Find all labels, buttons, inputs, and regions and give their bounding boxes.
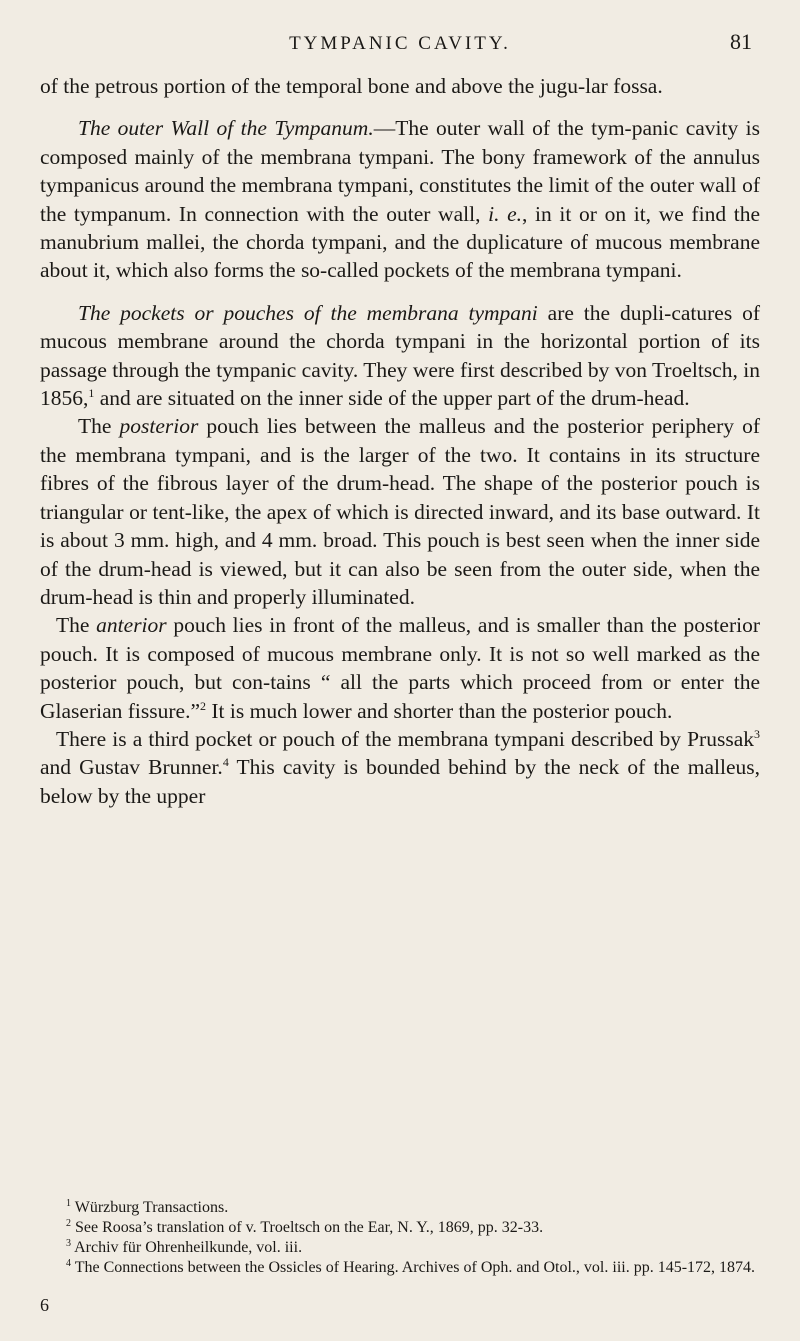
footnote-text: The Connections between the Ossicles of Hearing. Archives of Oph. and Otol., vol. iii. pp. 145-172, 1874. bbox=[74, 1259, 756, 1276]
footnote-3 bbox=[40, 1238, 770, 1258]
signature-mark: 6 bbox=[40, 1295, 49, 1315]
footnote-mark: 2 bbox=[66, 1218, 71, 1229]
outer-wall-text: —The outer wall of the tym-panic cavity is composed mainly of the membrana tympani. The bony framework of the annulus tympanicus around the membrana tympani, constitutes the limit of the outer wall of the tympanum. In connection with the outer wall, bbox=[40, 116, 760, 226]
ie-abbrev: i. e. bbox=[488, 201, 523, 226]
paragraph-outer-wall bbox=[40, 114, 760, 284]
footnotes bbox=[40, 1198, 770, 1278]
running-head bbox=[0, 29, 800, 59]
footnote-text: Würzburg Transactions. bbox=[74, 1199, 229, 1216]
third-text-2: and Gustav Brunner. bbox=[40, 755, 223, 780]
pockets-text-2: and are situated on the inner side of the upper part of the drum-head. bbox=[94, 386, 690, 411]
footnote-mark: 3 bbox=[66, 1238, 71, 1249]
footnote-1 bbox=[40, 1198, 770, 1218]
pockets-heading: The pockets or pouches of the membrana tympani bbox=[78, 300, 538, 325]
footnote-ref-3: 3 bbox=[754, 726, 760, 741]
third-text-3: This cavity is bounded behind by the neck of the malleus, below by the upper bbox=[40, 755, 761, 808]
footnote-mark: 4 bbox=[66, 1258, 71, 1269]
page-number: 81 bbox=[730, 29, 752, 54]
posterior-lead: The bbox=[78, 414, 120, 439]
paragraph-third-pocket bbox=[40, 725, 760, 810]
third-text: There is a third pocket or pouch of the membrana tympani described by Prussak bbox=[56, 726, 754, 751]
footnote-text: See Roosa’s translation of v. Troeltsch on the Ear, N. Y., 1869, pp. 32-33. bbox=[75, 1219, 544, 1236]
footnote-ref-2: 2 bbox=[200, 698, 206, 713]
outer-wall-text-2: , in it or on it, we find the manubrium mallei, the chorda tympani, and the duplicature of mucous membrane about it, which also forms the so-called pockets of the membrana tympani. bbox=[40, 201, 760, 283]
footnote-ref-4: 4 bbox=[222, 755, 229, 770]
footnote-mark: 1 bbox=[66, 1198, 71, 1209]
paragraph-pockets bbox=[40, 299, 760, 413]
outer-wall-heading: The outer Wall of the Tympanum. bbox=[78, 116, 374, 141]
paragraph-anterior bbox=[40, 611, 760, 725]
running-title: TYMPANIC CAVITY. bbox=[289, 33, 511, 54]
anterior-text: pouch lies in front of the malleus, and is smaller than the posterior pouch. It is composed of mucous membrane only. It is not so well marked as the posterior pouch, but con-tains “ all the parts which proceed from or enter the Glaserian fissure.” bbox=[40, 613, 760, 723]
posterior-term: posterior bbox=[119, 414, 199, 439]
footnote-text: Archiv für Ohrenheilkunde, vol. iii. bbox=[74, 1239, 303, 1256]
footnote-2 bbox=[40, 1218, 770, 1238]
anterior-term: anterior bbox=[96, 613, 167, 638]
paragraph-posterior bbox=[40, 412, 760, 611]
posterior-text: pouch lies between the malleus and the posterior periphery of the membrana tympani, and is the larger of the two. It contains in its structure fibres of the fibrous layer of the drum-head. The shape of the posterior pouch is triangular or tent-like, the apex of which is directed inward, and its base outward. It is about 3 mm. high, and 4 mm. broad. This pouch is best seen when the inner side of the drum-head is viewed, but it can also be seen from the outer side, when the drum-head is thin and properly illuminated. bbox=[40, 414, 760, 609]
footnote-ref-1: 1 bbox=[88, 386, 95, 401]
footnote-4 bbox=[40, 1258, 770, 1278]
pockets-text: are the dupli-catures of mucous membrane around the chorda tympani in the horizontal portion of its passage through the tympanic cavity. They were first described by von Troeltsch, in 1856, bbox=[40, 300, 760, 411]
paragraph-continuation: of the petrous portion of the temporal bone and above the jugu-lar fossa. bbox=[40, 74, 663, 98]
anterior-text-2: It is much lower and shorter than the posterior pouch. bbox=[206, 698, 673, 723]
body-text bbox=[40, 72, 760, 810]
anterior-lead: The bbox=[56, 613, 97, 638]
